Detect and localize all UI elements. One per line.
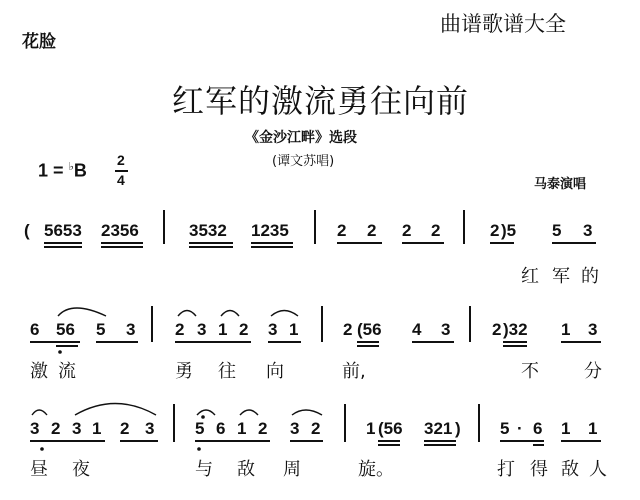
beam xyxy=(357,345,379,347)
note-cell: 2 xyxy=(258,419,268,438)
note-cell: (56 xyxy=(378,419,403,438)
beam xyxy=(378,444,400,446)
site-name: 曲谱歌谱大全 xyxy=(440,12,566,36)
song-source: 《金沙江畔》选段 xyxy=(245,130,357,146)
note-cell: 1 xyxy=(561,419,571,438)
beam xyxy=(195,440,270,442)
singer-note: (谭文苏唱) xyxy=(272,154,335,169)
beam xyxy=(561,341,601,343)
beam xyxy=(30,341,80,343)
song-title: 红军的激流勇往向前 xyxy=(172,82,470,120)
beam xyxy=(337,242,382,244)
lyric-char: 昼 xyxy=(30,459,48,480)
note-cell: 3 xyxy=(126,320,136,339)
beam xyxy=(56,345,78,347)
lyric-char: 军 xyxy=(552,266,570,287)
lyric-char: 敌 xyxy=(237,459,255,480)
beam xyxy=(357,341,379,343)
bar-line xyxy=(344,404,346,442)
note-cell: 4 xyxy=(412,320,422,339)
slur xyxy=(32,410,47,415)
beam xyxy=(101,246,143,248)
beam xyxy=(101,242,143,244)
note-cell: ( xyxy=(24,221,30,240)
note-cell: 321 xyxy=(424,419,453,438)
beam xyxy=(378,440,400,442)
note-cell: 1235 xyxy=(251,221,289,240)
note-cell: 2 xyxy=(51,419,61,438)
lyric-char: 打 xyxy=(497,459,515,480)
beam xyxy=(30,440,105,442)
beam xyxy=(175,341,251,343)
note-cell: 3 xyxy=(290,419,300,438)
lyric-char: 夜 xyxy=(72,459,90,480)
note-cell: 5 xyxy=(552,221,562,240)
beam xyxy=(189,242,233,244)
lyric-char: 敌 xyxy=(561,459,579,480)
octave-dot xyxy=(40,447,44,451)
note-cell: 2 xyxy=(337,221,347,240)
note-cell: 3 xyxy=(30,419,40,438)
section-label: 花脸 xyxy=(22,32,56,52)
note-cell: 2 xyxy=(120,419,130,438)
note-cell: 2356 xyxy=(101,221,139,240)
lyric-char: 红 xyxy=(521,266,539,287)
time-sig-top: 2 xyxy=(117,152,125,168)
bar-line xyxy=(469,306,471,342)
time-sig-bottom: 4 xyxy=(117,172,125,188)
beam xyxy=(251,246,293,248)
note-cell: 2 xyxy=(311,419,321,438)
note-cell: 1 xyxy=(92,419,102,438)
slur xyxy=(58,308,106,316)
lyric-char: 旋。 xyxy=(358,459,394,480)
note-cell: 5 xyxy=(195,419,205,438)
beam xyxy=(402,242,444,244)
lyric-char: 流 xyxy=(58,361,76,382)
note-cell: 2 xyxy=(367,221,377,240)
note-cell: 6 xyxy=(216,419,226,438)
note-cell: 2 xyxy=(239,320,249,339)
bar-line xyxy=(478,404,480,442)
note-cell: 1 xyxy=(237,419,247,438)
slur xyxy=(240,410,258,415)
bar-line xyxy=(314,210,316,244)
beam xyxy=(96,341,138,343)
beam xyxy=(251,242,293,244)
note-cell: 2 xyxy=(402,221,412,240)
beam xyxy=(120,440,158,442)
note-cell: 1 xyxy=(366,419,376,438)
note-cell: 2 xyxy=(492,320,502,339)
note-cell: 5 xyxy=(96,320,106,339)
slur xyxy=(271,311,298,317)
bar-line xyxy=(463,210,465,244)
note-cell: (56 xyxy=(357,320,382,339)
note-cell: · xyxy=(517,419,523,438)
lyric-char: 激 xyxy=(30,361,48,382)
beam xyxy=(561,440,601,442)
beam xyxy=(189,246,233,248)
note-cell: 2 xyxy=(175,320,185,339)
note-cell: 2 xyxy=(343,320,353,339)
slur xyxy=(221,311,239,317)
beam xyxy=(44,246,82,248)
bar-line xyxy=(173,404,175,442)
lyric-char: 往 xyxy=(218,361,236,382)
lyric-char: 人 xyxy=(589,459,607,480)
note-cell: 5 xyxy=(500,419,510,438)
performer-credit: 马泰演唱 xyxy=(534,177,587,192)
note-cell: 5653 xyxy=(44,221,82,240)
note-cell: 56 xyxy=(56,320,75,339)
note-cell: 3 xyxy=(145,419,155,438)
beam xyxy=(503,345,527,347)
note-cell: 1 xyxy=(218,320,228,339)
slur xyxy=(75,404,156,416)
lyric-char: 分 xyxy=(584,361,602,382)
beam xyxy=(500,440,544,442)
note-cell: )32 xyxy=(503,320,528,339)
note-cell: 1 xyxy=(561,320,571,339)
note-cell: 3 xyxy=(441,320,451,339)
note-cell: 3 xyxy=(268,320,278,339)
beam xyxy=(503,341,527,343)
bar-line xyxy=(163,210,165,244)
note-cell: 3 xyxy=(72,419,82,438)
lyric-char: 的 xyxy=(581,266,599,287)
bar-line xyxy=(151,306,153,342)
octave-dot xyxy=(197,447,201,451)
beam xyxy=(490,242,514,244)
lyric-char: 前, xyxy=(342,361,366,382)
lyric-char: 得 xyxy=(530,459,548,480)
beam xyxy=(424,444,456,446)
note-cell: 3532 xyxy=(189,221,227,240)
note-cell: 1 xyxy=(588,419,598,438)
lyric-char: 向 xyxy=(266,361,284,382)
note-cell: 3 xyxy=(588,320,598,339)
key-signature: 1 = ♭B xyxy=(38,160,87,181)
beam xyxy=(412,341,454,343)
note-cell: 2 xyxy=(490,221,500,240)
slur xyxy=(292,410,322,415)
note-cell: 3 xyxy=(583,221,593,240)
beam xyxy=(268,341,301,343)
beam xyxy=(44,242,82,244)
note-cell: 1 xyxy=(289,320,299,339)
note-cell: ) xyxy=(455,419,461,438)
note-cell: 2 xyxy=(431,221,441,240)
beam xyxy=(424,440,456,442)
note-cell: 6 xyxy=(533,419,543,438)
note-cell: 6 xyxy=(30,320,40,339)
slur xyxy=(197,410,215,415)
lyric-char: 不 xyxy=(521,361,539,382)
octave-dot xyxy=(58,350,62,354)
note-cell: 3 xyxy=(197,320,207,339)
lyric-char: 与 xyxy=(195,459,213,480)
slur xyxy=(178,311,196,317)
beam xyxy=(533,444,544,446)
lyric-char: 勇 xyxy=(175,361,193,382)
beam xyxy=(552,242,596,244)
beam xyxy=(290,440,323,442)
lyric-char: 周 xyxy=(283,459,301,480)
bar-line xyxy=(321,306,323,342)
note-cell: )5 xyxy=(501,221,517,240)
